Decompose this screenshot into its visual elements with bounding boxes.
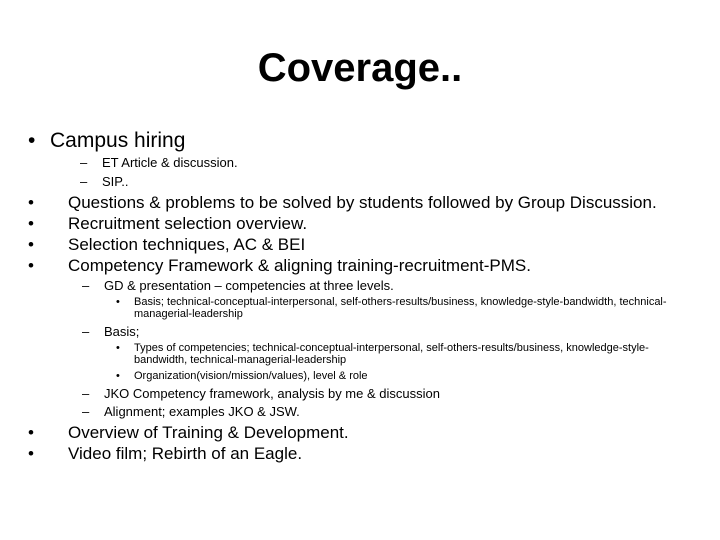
bullet-dot: • bbox=[116, 342, 120, 354]
subitem-sip: SIP.. bbox=[102, 174, 129, 189]
dash-mark: – bbox=[82, 386, 90, 401]
dash-mark: – bbox=[82, 404, 90, 419]
bullet-campus-hiring: Campus hiring bbox=[50, 129, 186, 152]
bullet-dot: • bbox=[28, 423, 34, 442]
bullet-dot: • bbox=[116, 370, 120, 382]
bullet-questions: Questions & problems to be solved by students followed by Group Discussion. bbox=[68, 193, 657, 212]
dash-mark: – bbox=[82, 278, 90, 293]
bullet-overview: Overview of Training & Development. bbox=[68, 423, 349, 442]
subitem-jko: JKO Competency framework, analysis by me & discussion bbox=[104, 386, 440, 401]
bullet-competency: Competency Framework & aligning training-recruitment-PMS. bbox=[68, 256, 531, 275]
bullet-dot: • bbox=[28, 193, 34, 212]
subitem-et-article: ET Article & discussion. bbox=[102, 155, 238, 170]
dash-mark: – bbox=[80, 155, 88, 170]
dash-mark: – bbox=[80, 174, 88, 189]
bullet-dot: • bbox=[28, 444, 34, 463]
bullet-recruitment: Recruitment selection overview. bbox=[68, 214, 308, 233]
subsub-organization: Organization(vision/mission/values), level & role bbox=[134, 370, 368, 382]
dash-mark: – bbox=[82, 324, 90, 339]
bullet-dot: • bbox=[28, 235, 34, 254]
subsub-types: Types of competencies; technical-conceptual-interpersonal, self-others-results/business, knowledge-style-bandwidth, technical-managerial-leadership bbox=[134, 342, 649, 366]
subitem-gd-presentation: GD & presentation – competencies at three levels. bbox=[104, 278, 394, 293]
subitem-basis: Basis; bbox=[104, 324, 140, 339]
slide-title: Coverage.. bbox=[257, 46, 463, 90]
bullet-dot: • bbox=[28, 214, 34, 233]
bullet-dot: • bbox=[116, 296, 120, 308]
bullet-video: Video film; Rebirth of an Eagle. bbox=[68, 444, 303, 463]
bullet-selection: Selection techniques, AC & BEI bbox=[68, 235, 306, 254]
subitem-alignment: Alignment; examples JKO & JSW. bbox=[104, 404, 300, 419]
bullet-dot: • bbox=[28, 129, 36, 152]
subsub-gd-basis: Basis; technical-conceptual-interpersonal, self-others-results/business, knowledge-style-bandwidth, technical-managerial-leadership bbox=[134, 296, 667, 320]
bullet-dot: • bbox=[28, 256, 34, 275]
